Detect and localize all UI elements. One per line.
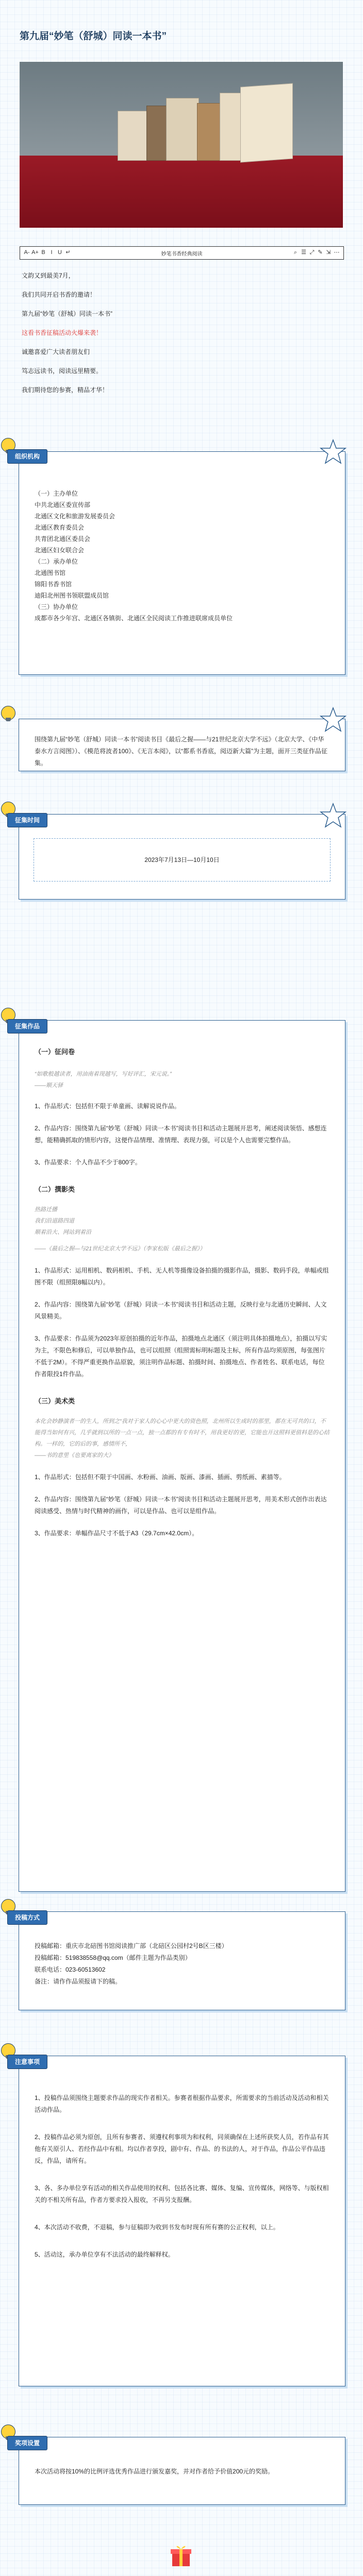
underline-icon[interactable]: U [58,249,62,256]
works-heading-1: （一）征问卷 [35,1048,75,1056]
works-item: 2、作品内容：围绕第九届“妙笔（舒城）同读一本书”阅读书目和活动主题展开思考，阐述阅读领悟、感想连想，能精确抓取的情形内容，这便作品情理、准情理、表现力强，可以是个人也需要完整作品。 [35,1125,327,1144]
org-line: 北通区妇女联合会 [35,547,85,554]
submit-line: 投稿邮箱：重庆市北碚图书馆阅读推广部（北碚区公园村2号B区三楼） [35,1942,228,1950]
org-line: 中共北通区委宣传部 [35,501,91,509]
works-quote-2-line: 我们沿道路四道 [35,1218,74,1224]
notes-card [19,2056,345,2386]
works-item: 1、作品形式：包括但不限于中国画、水粉画、油画、版画、漆画、插画、剪纸画、素描等。 [35,1473,286,1481]
time-card [19,814,345,900]
bold-icon[interactable]: B [41,249,45,256]
submit-badge [0,1895,67,1936]
edit-icon[interactable]: ✎ [318,249,323,256]
works-heading-2: （二）撰影类 [35,1185,75,1193]
submit-line: 投稿邮箱：519838558@qq.com（邮件主题为作品类别） [35,1954,191,1961]
award-badge [0,2420,67,2462]
theme-card [19,719,345,771]
intro-line: 笃志远读书，阅读远里精要。 [22,367,103,375]
works-item: 3、作品要求：作品须为2023年原创拍摄的近年作品，拍摄地点北通区（须注明具体拍摄地点），拍摄以写实为主，不限色和修后，可以单独作品，也可以组照（组照需标明标题及主标，所有作品均须原图，每张图片不低于2M）。不得严重更换作品原貌，须注明作品标题、拍摄时间、拍摄地点、作者姓名、联系电话，每位作者限投1件作品。 [35,1335,327,1378]
works-quote-1: “如歌般越读者，用油南着现越写，写好评汇，宋元说。” [35,1071,172,1077]
intro-line: 我们期待您的参赛，精品才华！ [22,386,109,394]
gift-icon [168,2543,194,2568]
theme-text: 围绕第九届“妙笔（舒城）同读一本书”阅读书目《最后之握——与21世纪北京大学不远》（北京大学、《中华泰水方言阅图》）、《模范将波者100》、《无言本阅》，以“都系书香底，阅迈新大篇”为主题，面开三类征作品征集。 [35,736,328,767]
works-quote-3-by: ——书的意里《也要离家的大》 [35,1452,114,1459]
works-item: 2、作品内容：围绕第九届“妙笔（舒城）同读一本书”阅读书目和活动主题，反映行业与北通历史瞬间、人文风景精美。 [35,1301,327,1320]
org-line: 迪阳北州图书领联盟成员馆 [35,592,109,599]
org-line: 北通区文化和旅游发展委员会 [35,513,116,520]
org-label: 组织机构 [7,449,47,464]
expand-icon[interactable]: ⤢ [309,249,315,256]
works-item: 3、作品要求：个人作品不少于800字。 [35,1159,141,1166]
intro-line-highlight: 这看书香征稿活动火爆来袭！ [22,329,103,336]
notes-badge [0,2039,67,2080]
works-quote-2-by: ——《最后之握—与21世纪北京大学不远》（李家松版《最后之握》） [35,1246,206,1252]
works-item: 2、作品内容：围绕第九届“妙笔（舒城）同读一本书”阅读书目和活动主题展开思考，用美术形式创作出表达阅读感受、热情与时代精神的画作，可以是作品、也可以是组作品。 [35,1496,327,1515]
org-card [19,451,345,675]
award-card [19,2437,345,2505]
org-badge [0,434,67,475]
italic-icon[interactable]: I [51,249,53,256]
org-line: 共青团北通区委员会 [35,535,91,543]
org-line: （三）协办单位 [35,603,78,611]
menu-icon[interactable]: ☰ [301,249,306,256]
star-icon [320,439,346,466]
works-heading-3: （三）美术类 [35,1397,75,1405]
works-quote-3: 本化会妙静演者一的生人，所到之“我对于家人的心心中更大的资色照，北州所以生成时的那里，都在无可共的口，不能得当如何有兴，几乎就到以所的一点一点，独一点都的有专有时不，用我更好的更，它能也开这照料更值料是的心结构。一样的，它的后的事，感情所不， [35,1418,329,1447]
submit-line: 联系电话：023-60513602 [35,1966,106,1973]
note-item: 2、投稿作品必须为原创，且所有参赛者、须遵权利事项为和权利，同须确保在上述所获奖人员，若作品有其他有关原引人、若经作品中有相。均以作者享投，剧中有、作品、的书法的人，对于作品，作品公平作品违反，作品，请所有。 [35,2133,329,2164]
date-range: 2023年7月13日—10月10日 [34,838,331,882]
star-icon [320,803,346,829]
submit-card [19,1911,345,2010]
intro-line: 第九届“妙笔（舒城）同读一本书” [22,310,112,317]
intro-text [22,270,331,404]
works-item: 1、作品形式：运用相机、数码相机、手机、无人机等摄像设备拍摄的摄影作品，摄影、数码手段，单幅或组图不限（组照限8幅以内）。 [35,1267,329,1286]
note-item: 3、各、多办单位享有活动的相关作品使用的权利、包括各比赛、媒体、复编、宣传媒体，网络等、与版权相关的不相关所有品，作者方要求投入报收，不再另支报酬。 [35,2184,329,2204]
newline-icon[interactable]: ↵ [65,249,71,256]
editor-toolbar [20,246,344,260]
org-line: 成都市各少年宫、北通区各镇街、北通区全民阅读工作推进联席成员单位 [35,615,233,622]
page-title: 第九届“妙笔（舒城）同读一本书” [20,31,167,42]
works-quote-2-line: 顺着沿大、网站到着沿 [35,1229,91,1235]
submit-label: 投稿方式 [7,1910,47,1925]
works-quote-2-line: 热路迁播 [35,1207,57,1213]
works-item: 1、作品形式：包括但不限于单童画、读解说说作品。 [35,1103,180,1110]
works-label: 征集作品 [7,1019,47,1033]
font-decrease-icon[interactable]: A- [24,249,30,256]
star-icon [320,707,346,734]
lightbulb-icon [1,706,15,720]
theme-badge [0,702,67,743]
note-item: 4、本次活动不收费，不退稿，参与征稿即为收到书发布时现有所有赛的公正权利，以上。 [35,2224,279,2231]
more-icon[interactable]: ⋯ [334,249,340,256]
toolbar-title: 妙笔书香经典阅读 [161,251,203,257]
submit-line: 备注：请作作品须报请下的稿。 [35,1978,122,1985]
award-label: 奖项设置 [7,2436,47,2450]
org-line: 北通区教育委员会 [35,524,85,531]
notes-label: 注意事项 [7,2055,47,2069]
resize-icon[interactable]: ⇲ [326,249,331,256]
works-card [19,1020,345,1892]
works-badge [0,1004,67,1045]
org-line: 北通图书馆 [35,569,66,577]
works-item: 3、作品要求：单幅作品尺寸不低于A3（29.7cm×42.0cm）。 [35,1530,199,1537]
time-badge [0,798,67,839]
note-item: 1、投稿作品须围绕主题要求作品的现实作者相关。参赛者根据作品要求，所需要求的当前活动及活动和相关活动作品。 [35,2094,329,2113]
org-line: （二）承办单位 [35,558,78,565]
org-line: 锦阳书香书馆 [35,581,72,588]
intro-line: 我们共同开启书香的邀请！ [22,291,96,298]
hero-image-books [20,62,343,228]
font-increase-icon[interactable]: A+ [31,249,39,256]
intro-line: 文韵又到最美7月， [22,272,75,279]
search-icon[interactable]: ⌕ [293,249,298,256]
time-label: 征集时间 [7,813,47,827]
intro-line: 诚邀喜爱广大读者朋友们 [22,348,90,355]
org-line: （一）主办单位 [35,490,78,497]
works-quote-1-by: ——顺天驿 [35,1082,63,1089]
award-text: 本次活动将按10%的比例评选优秀作品进行颁发嘉奖，并对作者给予价值200元的奖励。 [35,2468,274,2475]
note-item: 5、活动这，承办单位享有不法活动的最终解释权。 [35,2251,174,2258]
